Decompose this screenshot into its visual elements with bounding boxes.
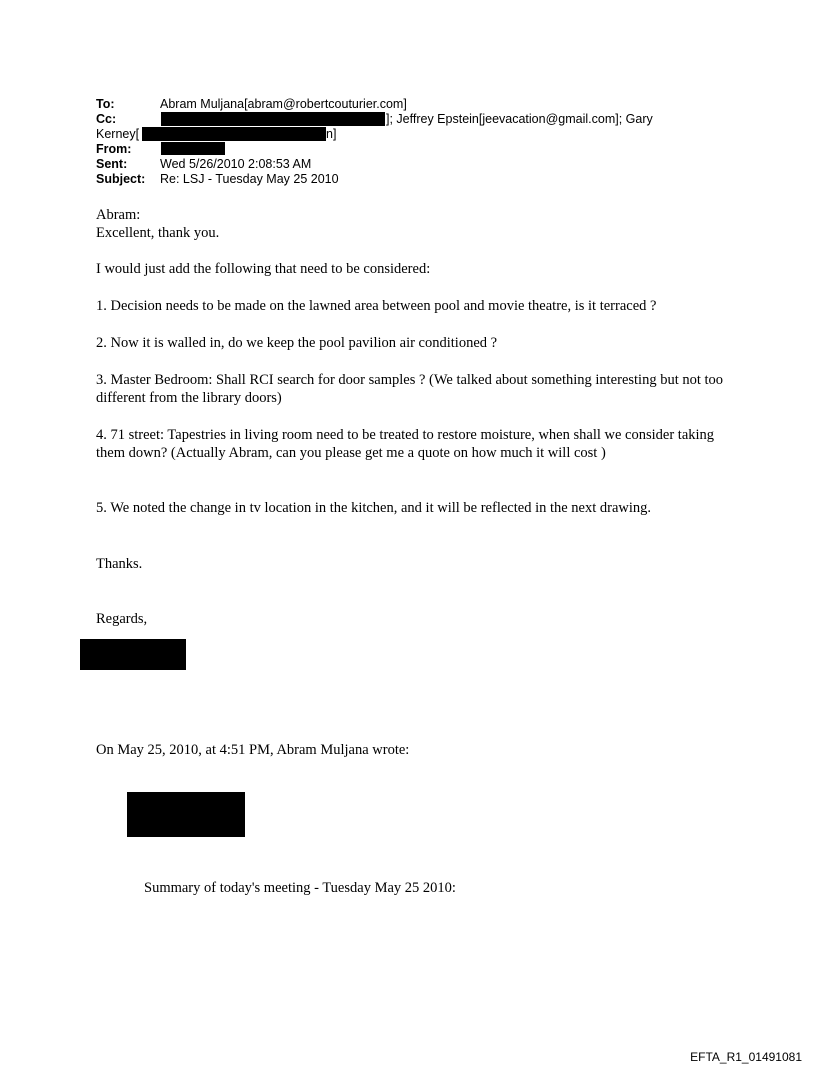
sent-label: Sent:: [96, 157, 128, 171]
redaction-block: [161, 142, 225, 155]
list-item: 4. 71 street: Tapestries in living room need to be treated to restore moisture, when shall we consider taking them down? (Actually Abram, can you please get me a quote on how much it will cost ): [96, 427, 715, 461]
thanks: Thanks.: [96, 556, 143, 572]
document-id: EFTA_R1_01491081: [690, 1050, 802, 1064]
cc-value-line1: ]; Jeffrey Epstein[jeevacation@gmail.com]; Gary: [386, 112, 653, 126]
greeting: Abram:: [96, 207, 141, 223]
from-label: From:: [96, 142, 132, 156]
subject-label: Subject:: [96, 172, 146, 186]
list-item: 3. Master Bedroom: Shall RCI search for door samples ? (We talked about something interesting but not too different from the library doors): [96, 372, 724, 406]
cc-label: Cc:: [96, 112, 117, 126]
list-item: 2. Now it is walled in, do we keep the pool pavilion air conditioned ?: [96, 335, 498, 351]
thanks-line: Excellent, thank you.: [96, 225, 220, 241]
list-item: 5. We noted the change in tv location in the kitchen, and it will be reflected in the next drawing.: [96, 500, 652, 516]
redaction-block: [161, 112, 385, 126]
regards: Regards,: [96, 611, 148, 627]
quoted-summary: Summary of today's meeting - Tuesday May 25 2010:: [144, 880, 456, 896]
subject-value: Re: LSJ - Tuesday May 25 2010: [160, 172, 339, 186]
quote-intro: On May 25, 2010, at 4:51 PM, Abram Muljana wrote:: [96, 742, 410, 758]
to-label: To:: [96, 97, 115, 111]
quoted-redaction: [127, 792, 245, 837]
intro-text: I would just add the following that need to be considered:: [96, 261, 431, 277]
list-item: 1. Decision needs to be made on the lawned area between pool and movie theatre, is it terraced ?: [96, 298, 657, 314]
cc-value-line2-end: n]: [326, 127, 337, 141]
sent-value: Wed 5/26/2010 2:08:53 AM: [160, 157, 312, 171]
redaction-block: [142, 127, 326, 141]
cc-value-line2-start: Kerney[: [96, 127, 140, 141]
to-value: Abram Muljana[abram@robertcouturier.com]: [160, 97, 407, 111]
signature-redaction: [80, 639, 186, 670]
